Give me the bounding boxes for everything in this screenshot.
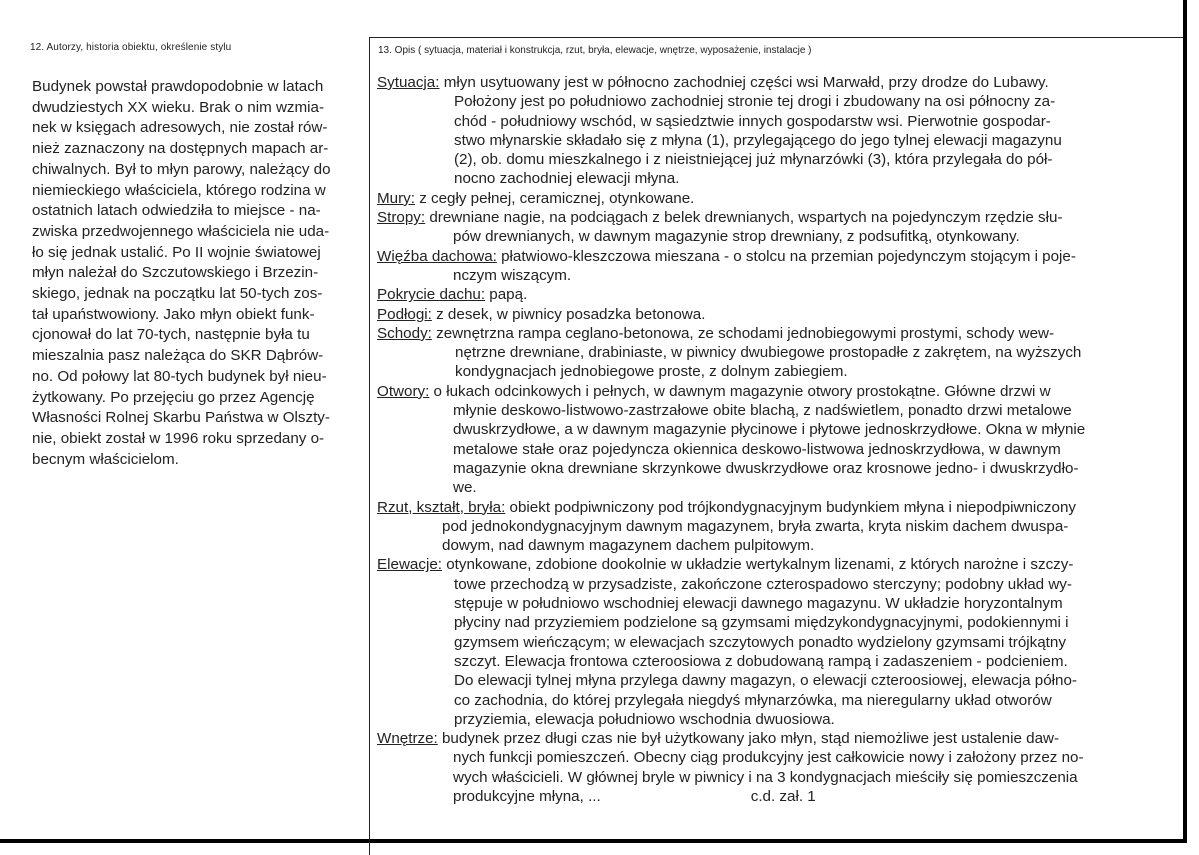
history-line: niemieckiego właściciela, którego rodzina w: [32, 181, 326, 199]
label-schody: Schody:: [377, 324, 432, 342]
history-line: Własności Rolnej Skarbu Państwa w Olszty-: [32, 409, 330, 427]
entry-wiezba: Więźba dachowa: płatwiowo-kleszczowa mieszana - o stolcu na przemian pojedynczym stojącym i poje- nczym wiszącym.: [377, 247, 1076, 284]
history-line: mieszalnia pasz należąca do SKR Dąbrów-: [32, 347, 324, 365]
wnetrze-last-line: produkcyjne młyna, ...: [453, 787, 601, 805]
entry-rzut: Rzut, kształt, bryła: obiekt podpiwniczony pod trójkondygnacyjnym budynkiem młyna i niepodpiwniczony pod jednokondygnacyjnym dawnym magazynem, bryła zwarta, kryta niskim dachem dwuspa- dowym, nad dawnym magazynem dachem pulpitowym.: [377, 498, 1076, 555]
history-line: ło się jednak ustalić. Po II wojnie światowej: [32, 243, 321, 261]
label-elewacje: Elewacje:: [377, 556, 442, 574]
history-line: skiego, jednak na początku lat 50-tych zos-: [32, 285, 323, 303]
history-line: Budynek powstał prawdopodobnie w latach: [32, 78, 324, 95]
history-line: no. Od połowy lat 80-tych budynek był nieu-: [32, 367, 327, 385]
label-sytuacja: Sytuacja:: [377, 74, 440, 91]
history-line: nie, obiekt został w 1996 roku sprzedany o-: [32, 429, 325, 447]
history-line: nież zaznaczony na dostępnych mapach ar-: [32, 140, 329, 158]
entry-schody: Schody: zewnętrzna rampa ceglano-betonowa, ze schodami jednobiegowymi prostymi, schody wew- nętrzne drewniane, drabiniaste, w piwnicy dwubiegowe prostopadłe z zakrętem, na wyższych kondygnacjach jednobiegowe proste, z dolnym zabiegiem.: [377, 324, 1082, 381]
label-podlogi: Podłogi:: [377, 305, 432, 323]
history-line: żytkowany. Po przejęciu go przez Agencję: [32, 388, 315, 406]
section-13-header: 13. Opis ( sytuacja, materiał i konstrukcja, rzut, bryła, elewacje, wnętrze, wyposażenie, instalacje ): [378, 45, 812, 56]
entry-elewacje: Elewacje: otynkowane, zdobione dookolnie w układzie wertykalnym lizenami, z których narożne i szczy- towe przechodzą w przysadziste, zakończone czterospadowo sterczyny; podobny układ wy- stępuje w południowo wschodniej elewacji dawnego magazynu. W układzie horyzontalnym płyciny nad przyziemiem podzielone są gzymsami międzykondygnacyjnymi, podokiennymi i gzymsem wieńczącym; w elewacjach szczytowych ponadto wydzielony gzymsami trójkątny szczyt. Elewacja frontowa czteroosiowa z dobudowaną rampą i zadaszeniem - podcieniem. Do elewacji tylnej młyna przylega dawny magazyn, o elewacji czteroosiowej, elewacja półno- co zachodnia, do której przylegała niegdyś młynarzówka, ma nieregularny układ otworów przyziemia, elewacja południowo wschodnia dwuosiowa.: [377, 556, 1077, 728]
section-12-header: 12. Autorzy, historia obiektu, określenie stylu: [30, 42, 232, 53]
entry-stropy: Stropy: drewniane nagie, na podciągach z belek drewnianych, wspartych na pojedynczym rzędzie słu- pów drewnianych, w dawnym magazynie strop drewniany, z podsufitką, otynkowany.: [377, 209, 1063, 246]
label-pokrycie: Pokrycie dachu:: [377, 286, 486, 304]
right-column: [370, 0, 1183, 839]
history-line: dwudziestych XX wieku. Brak o nim wzmia-: [32, 98, 325, 116]
history-text: [32, 77, 362, 470]
label-stropy: Stropy:: [377, 209, 426, 227]
history-line: becnym właścicielom.: [32, 450, 179, 468]
entry-podlogi: Podłogi: z desek, w piwnicy posadzka betonowa.: [377, 305, 706, 323]
entry-pokrycie: Pokrycie dachu: papą.: [377, 286, 528, 304]
left-column: [0, 0, 369, 839]
history-line: chiwalnych. Był to młyn parowy, należący do: [32, 160, 331, 178]
label-wnetrze: Wnętrze:: [377, 730, 438, 748]
continuation-note: c.d. zał. 1: [750, 787, 816, 805]
label-wiezba: Więźba dachowa:: [377, 247, 497, 265]
history-line: tał upaństwowiony. Jako młyn obiekt funk-: [32, 305, 315, 323]
history-line: nek w księgach adresowych, nie został rów-: [32, 119, 328, 137]
entry-wnetrze: Wnętrze: budynek przez długi czas nie był użytkowany jako młyn, stąd niemożliwe jest ustalenie daw- nych funkcji pomieszczeń. Obecny ciąg produkcyjny jest całkowicie nowy i założony przez no- wych właścicieli. W głównej bryle w piwnicy i na 3 kondygnacjach mieściły się pomieszczenia produkcyjne młyna, ... c.d. zał. 1: [377, 730, 1084, 805]
label-rzut: Rzut, kształt, bryła:: [377, 498, 506, 516]
history-line: ostatnich latach odwiedziła to miejsce - na-: [32, 202, 321, 220]
entry-otwory: Otwory: o łukach odcinkowych i pełnych, w dawnym magazynie otwory prostokątne. Główne drzwi w młynie deskowo-listwowo-zastrzałowe obite blachą, z nadświetlem, ponadto drzwi metalowe dwuskrzydłowe, a w dawnym magazynie płycinowe i płytowe jednoskrzydłowe. Okna w młynie metalowe stałe oraz pojedyncza okiennica deskowo-listwowa jednoskrzydłowa, w dawnym magazynie okna drewniane skrzynkowe dwuskrzydłowe oraz krosnowe jedno- i dwuskrzydło- we.: [377, 382, 1086, 497]
history-line: młyn należał do Szczutowskiego i Brzezin-: [32, 264, 319, 282]
entry-mury: Mury: z cegły pełnej, ceramicznej, otynkowane.: [377, 189, 695, 207]
entry-sytuacja: Sytuacja: młyn usytuowany jest w północno zachodniej części wsi Marwałd, przy drodze do Lubawy. Położony jest po południowo zachodniej stronie tej drogi i zbudowany na osi północny za- chód - południowy wschód, w sąsiedztwie innych gospodarstw wsi. Pierwotnie gospodar- stwo młynarskie składało się z młyna (1), przylegającego do jego tylnej elewacji magazynu (2), ob. domu mieszkalnego i z nieistniejącej już młynarzówki (3), która przylegała do pół- nocno zachodniej elewacji młyna.: [377, 74, 1062, 188]
label-otwory: Otwory:: [377, 382, 430, 400]
history-line: cjonował do lat 70-tych, następnie była tu: [32, 326, 310, 344]
label-mury: Mury:: [377, 189, 415, 207]
history-line: zwiska przedwojennego właściciela nie uda-: [32, 222, 330, 240]
description-text: [377, 73, 1177, 806]
